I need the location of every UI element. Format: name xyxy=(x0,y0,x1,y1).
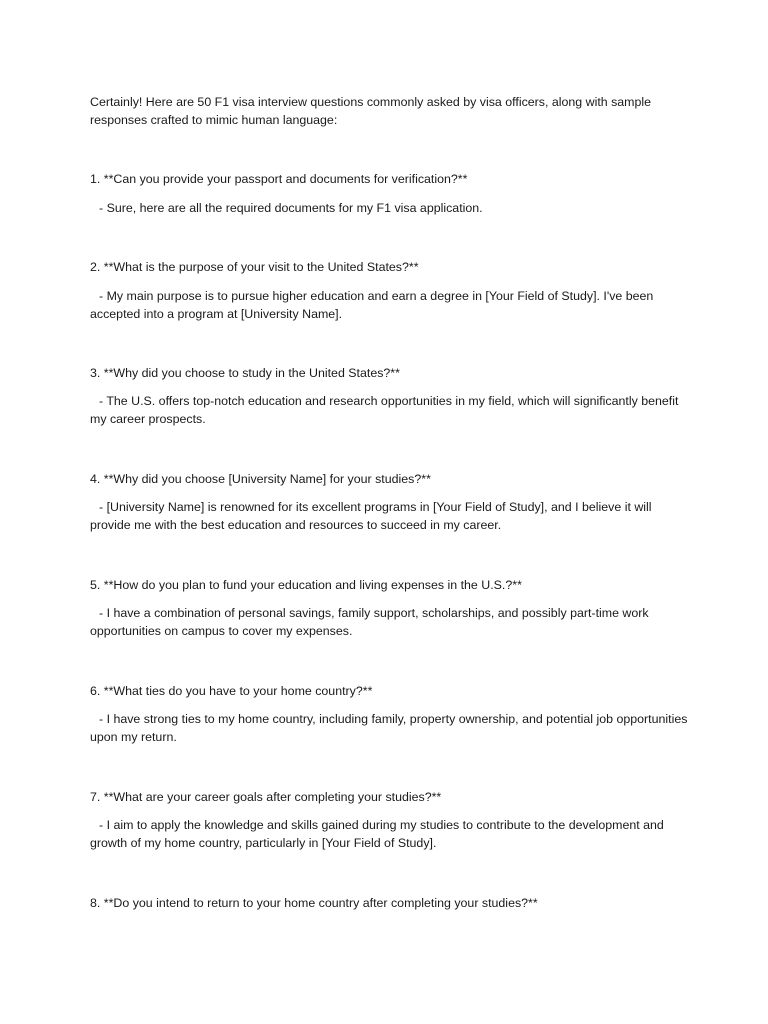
question-3: 3. **Why did you choose to study in the United States?** xyxy=(90,366,400,380)
question-5: 5. **How do you plan to fund your education and living expenses in the U.S.?** xyxy=(90,578,522,592)
answer-3: - The U.S. offers top-notch education and research opportunities in my field, which will significantly benefit my career prospects. xyxy=(90,394,679,426)
question-1: 1. **Can you provide your passport and documents for verification?** xyxy=(90,172,468,186)
question-7: 7. **What are your career goals after completing your studies?** xyxy=(90,790,442,804)
answer-5: - I have a combination of personal savings, family support, scholarships, and possibly part-time work opportunities on campus to cover my expenses. xyxy=(90,606,649,638)
answer-6: - I have strong ties to my home country, including family, property ownership, and potential job opportunities upon my return. xyxy=(90,712,688,744)
answer-4: - [University Name] is renowned for its excellent programs in [Your Field of Study], and I believe it will provide me with the best education and resources to succeed in my career. xyxy=(90,500,652,532)
question-2: 2. **What is the purpose of your visit to the United States?** xyxy=(90,260,419,274)
answer-2: - My main purpose is to pursue higher education and earn a degree in [Your Field of Study]. I've been accepted into a program at [University Name]. xyxy=(90,289,654,321)
answer-7: - I aim to apply the knowledge and skills gained during my studies to contribute to the development and growth of my home country, particularly in [Your Field of Study]. xyxy=(90,818,664,850)
question-4: 4. **Why did you choose [University Name] for your studies?** xyxy=(90,472,431,486)
answer-1: - Sure, here are all the required documents for my F1 visa application. xyxy=(99,201,483,215)
question-6: 6. **What ties do you have to your home country?** xyxy=(90,684,373,698)
question-8: 8. **Do you intend to return to your home country after completing your studies?** xyxy=(90,896,538,910)
intro-paragraph: Certainly! Here are 50 F1 visa interview questions commonly asked by visa officers, along with sample responses crafted to mimic human language: xyxy=(90,95,652,127)
